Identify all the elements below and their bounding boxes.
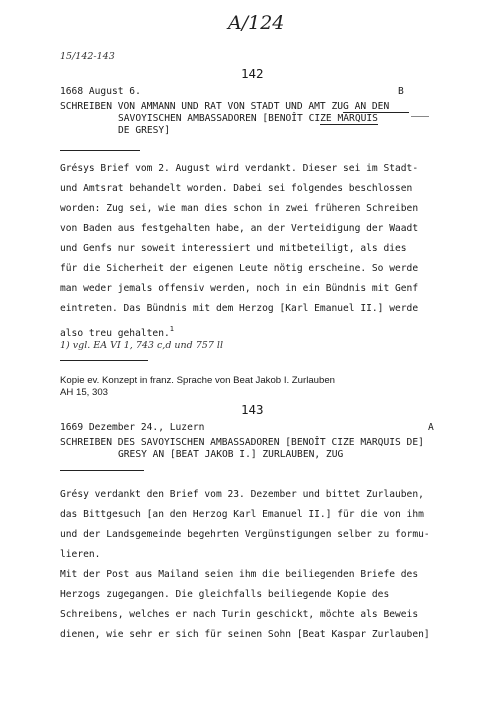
footnote-marker: 1 — [169, 325, 174, 333]
doc-142-title-line: SAVOYISCHEN AMBASSADOREN [BENOÎT CIZE MARQUIS — [118, 113, 378, 124]
body-line-text: also treu gehalten. — [60, 328, 170, 339]
title-underline — [320, 124, 378, 125]
doc-142-source-line: AH 15, 303 — [60, 387, 109, 398]
body-line: und Amtsrat behandelt worden. Dabei sei folgendes beschlossen — [60, 183, 413, 194]
doc-142-number: 142 — [241, 66, 264, 81]
doc-143-letter: A — [428, 422, 434, 433]
body-line: lieren. — [60, 549, 101, 560]
doc-143-body — [60, 485, 450, 645]
body-line: Grésy verdankt den Brief vom 23. Dezember und bittet Zurlauben, — [60, 489, 424, 500]
body-line: von Baden aus festgehalten habe, an der Verteidigung der Waadt — [60, 223, 419, 234]
doc-143-date: 1669 Dezember 24., Luzern — [60, 422, 205, 433]
section-divider — [60, 470, 144, 471]
body-line: man weder jemals offensiv werden, noch in ein Bündnis mit Genf — [60, 283, 419, 294]
body-line: Herzogs zugegangen. Die gleichfalls beiliegende Kopie des — [60, 589, 390, 600]
doc-142-source-line: Kopie ev. Konzept in franz. Sprache von Beat Jakob I. Zurlauben — [60, 375, 336, 386]
body-line: Schreibens, welches er nach Turin geschickt, möchte als Beweis — [60, 609, 419, 620]
doc-142-footnote: 1) vgl. EA VI 1, 743 c,d und 757 ll — [60, 340, 223, 351]
doc-142-letter: B — [398, 86, 404, 97]
body-line: und Genfs nur soweit interessiert und mitbeteiligt, als dies — [60, 243, 407, 254]
section-divider — [60, 150, 140, 151]
doc-143-title-line: GRESY AN [BEAT JAKOB I.] ZURLAUBEN, ZUG — [118, 449, 344, 460]
body-line: worden: Zug sei, wie man dies schon in zwei früheren Schreiben — [60, 203, 419, 214]
body-line: Grésys Brief vom 2. August wird verdankt. Dieser sei im Stadt- — [60, 163, 419, 174]
title-underline — [343, 112, 409, 113]
archive-mark: A/124 — [228, 12, 285, 34]
body-line: Mit der Post aus Mailand seien ihm die beiliegenden Briefe des — [60, 569, 419, 580]
doc-142-title-line: SCHREIBEN VON AMMANN UND RAT VON STADT UND AMT ZUG AN DEN — [60, 101, 390, 112]
doc-143-number: 143 — [241, 402, 264, 417]
body-line: für die Sicherheit der eigenen Leute nötig erscheine. So werde — [60, 263, 419, 274]
body-line: das Bittgesuch [an den Herzog Karl Emanuel II.] für die von ihm — [60, 509, 424, 520]
body-line: und der Landsgemeinde begehrten Vergünstigungen selber zu formu- — [60, 529, 430, 540]
title-underline-mark — [411, 116, 429, 117]
document-reference: 15/142-143 — [60, 51, 115, 62]
body-line: dienen, wie sehr er sich für seinen Sohn [Beat Kaspar Zurlauben] — [60, 629, 430, 640]
body-line: eintreten. Das Bündnis mit dem Herzog [Karl Emanuel II.] werde — [60, 303, 419, 314]
doc-143-title-line: SCHREIBEN DES SAVOYISCHEN AMBASSADOREN [BENOÎT CIZE MARQUIS DE] — [60, 437, 424, 448]
footnote-divider — [60, 360, 148, 361]
doc-142-body — [60, 159, 450, 344]
doc-142-title-line: DE GRESY] — [118, 125, 170, 136]
doc-142-date: 1668 August 6. — [60, 86, 141, 97]
